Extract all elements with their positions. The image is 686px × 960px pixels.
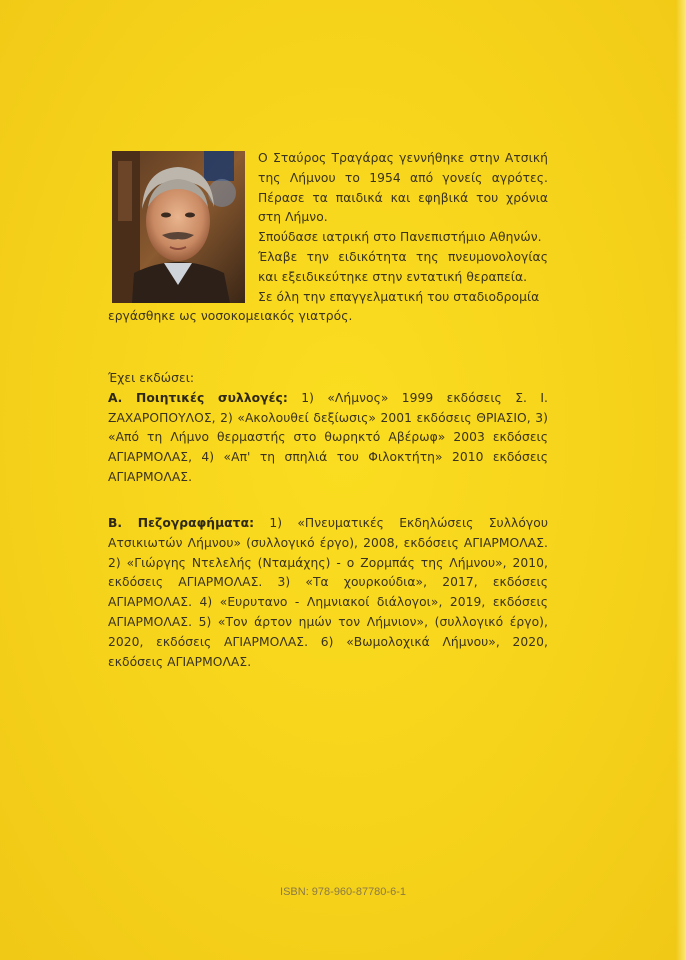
poetry-paragraph bbox=[108, 389, 548, 488]
isbn-label: ISBN: 978-960-87780-6-1 bbox=[280, 886, 406, 898]
bio-paragraph: Σπούδασε ιατρική στο Πανεπιστήμιο Αθηνών. bbox=[258, 230, 542, 245]
prose-heading: Β. Πεζογραφήματα: bbox=[108, 516, 255, 530]
prose-paragraph bbox=[108, 514, 548, 672]
page-edge bbox=[676, 0, 686, 960]
poetry-text: 1) «Λήμνος» 1999 εκδόσεις Σ. Ι. ΖΑΧΑΡΟΠΟΥΛΟΣ, 2) «Ακολουθεί δεξίωσις» 2001 εκδόσεις ΘΡΙΑΣΙΟ, 3) «Από τη Λήμνο θερμαστής στο θωρηκτό Αβέρωφ» 2003 εκδόσεις ΑΓΙΑΡΜΟΛΑΣ, 4) «Απ' τη σπηλιά του Φιλοκτήτη» 2010 εκδόσεις ΑΓΙΑΡΜΟΛΑΣ. bbox=[108, 390, 549, 484]
publications-poetry bbox=[108, 369, 548, 488]
bio-paragraph: Σε όλη την επαγγελματική του σταδιοδρομία εργάσθηκε ως νοσοκομειακός γιατρός. bbox=[108, 289, 540, 324]
prose-text: 1) «Πνευματικές Εκδηλώσεις Συλλόγου Ατσικιωτών Λήμνου» (συλλογικό έργο), 2008, εκδόσεις ΑΓΙΑΡΜΟΛΑΣ. 2) «Γιώργης Ντελελής (Νταμάχης) - ο Ζορμπάς της Λήμνου», 2010, εκδόσεις ΑΓΙΑΡΜΟΛΑΣ. 3) «Τα χουρκούδια», 2017, εκδόσεις ΑΓΙΑΡΜΟΛΑΣ. 4) «Ευρυτανο - Λημνιακοί διάλογοι», 2019, εκδόσεις ΑΓΙΑΡΜΟΛΑΣ. 5) «Τον άρτον ημών τον Λήμνιον», (συλλογικό έργο), 2020, εκδόσεις ΑΓΙΑΡΜΟΛΑΣ. 6) «Βωμολοχικά Λήμνου», 2020, εκδόσεις ΑΓΙΑΡΜΟΛΑΣ. bbox=[108, 516, 548, 669]
publications-prose bbox=[108, 514, 548, 672]
publications-intro: Έχει εκδώσει: bbox=[108, 371, 195, 385]
author-biography bbox=[108, 149, 548, 327]
bio-paragraph: Έλαβε την ειδικότητα της πνευμονολογίας και εξειδικεύτηκε στην εντατική θεραπεία. bbox=[258, 249, 548, 284]
bio-paragraph: Ο Σταύρος Τραγάρας γεννήθηκε στην Ατσική της Λήμνου το 1954 από γονείς αγρότες. Πέρασε τα παιδικά και εφηβικά του χρόνια στη Λήμνο. bbox=[258, 151, 548, 225]
poetry-heading: Α. Ποιητικές συλλογές: bbox=[108, 390, 288, 405]
